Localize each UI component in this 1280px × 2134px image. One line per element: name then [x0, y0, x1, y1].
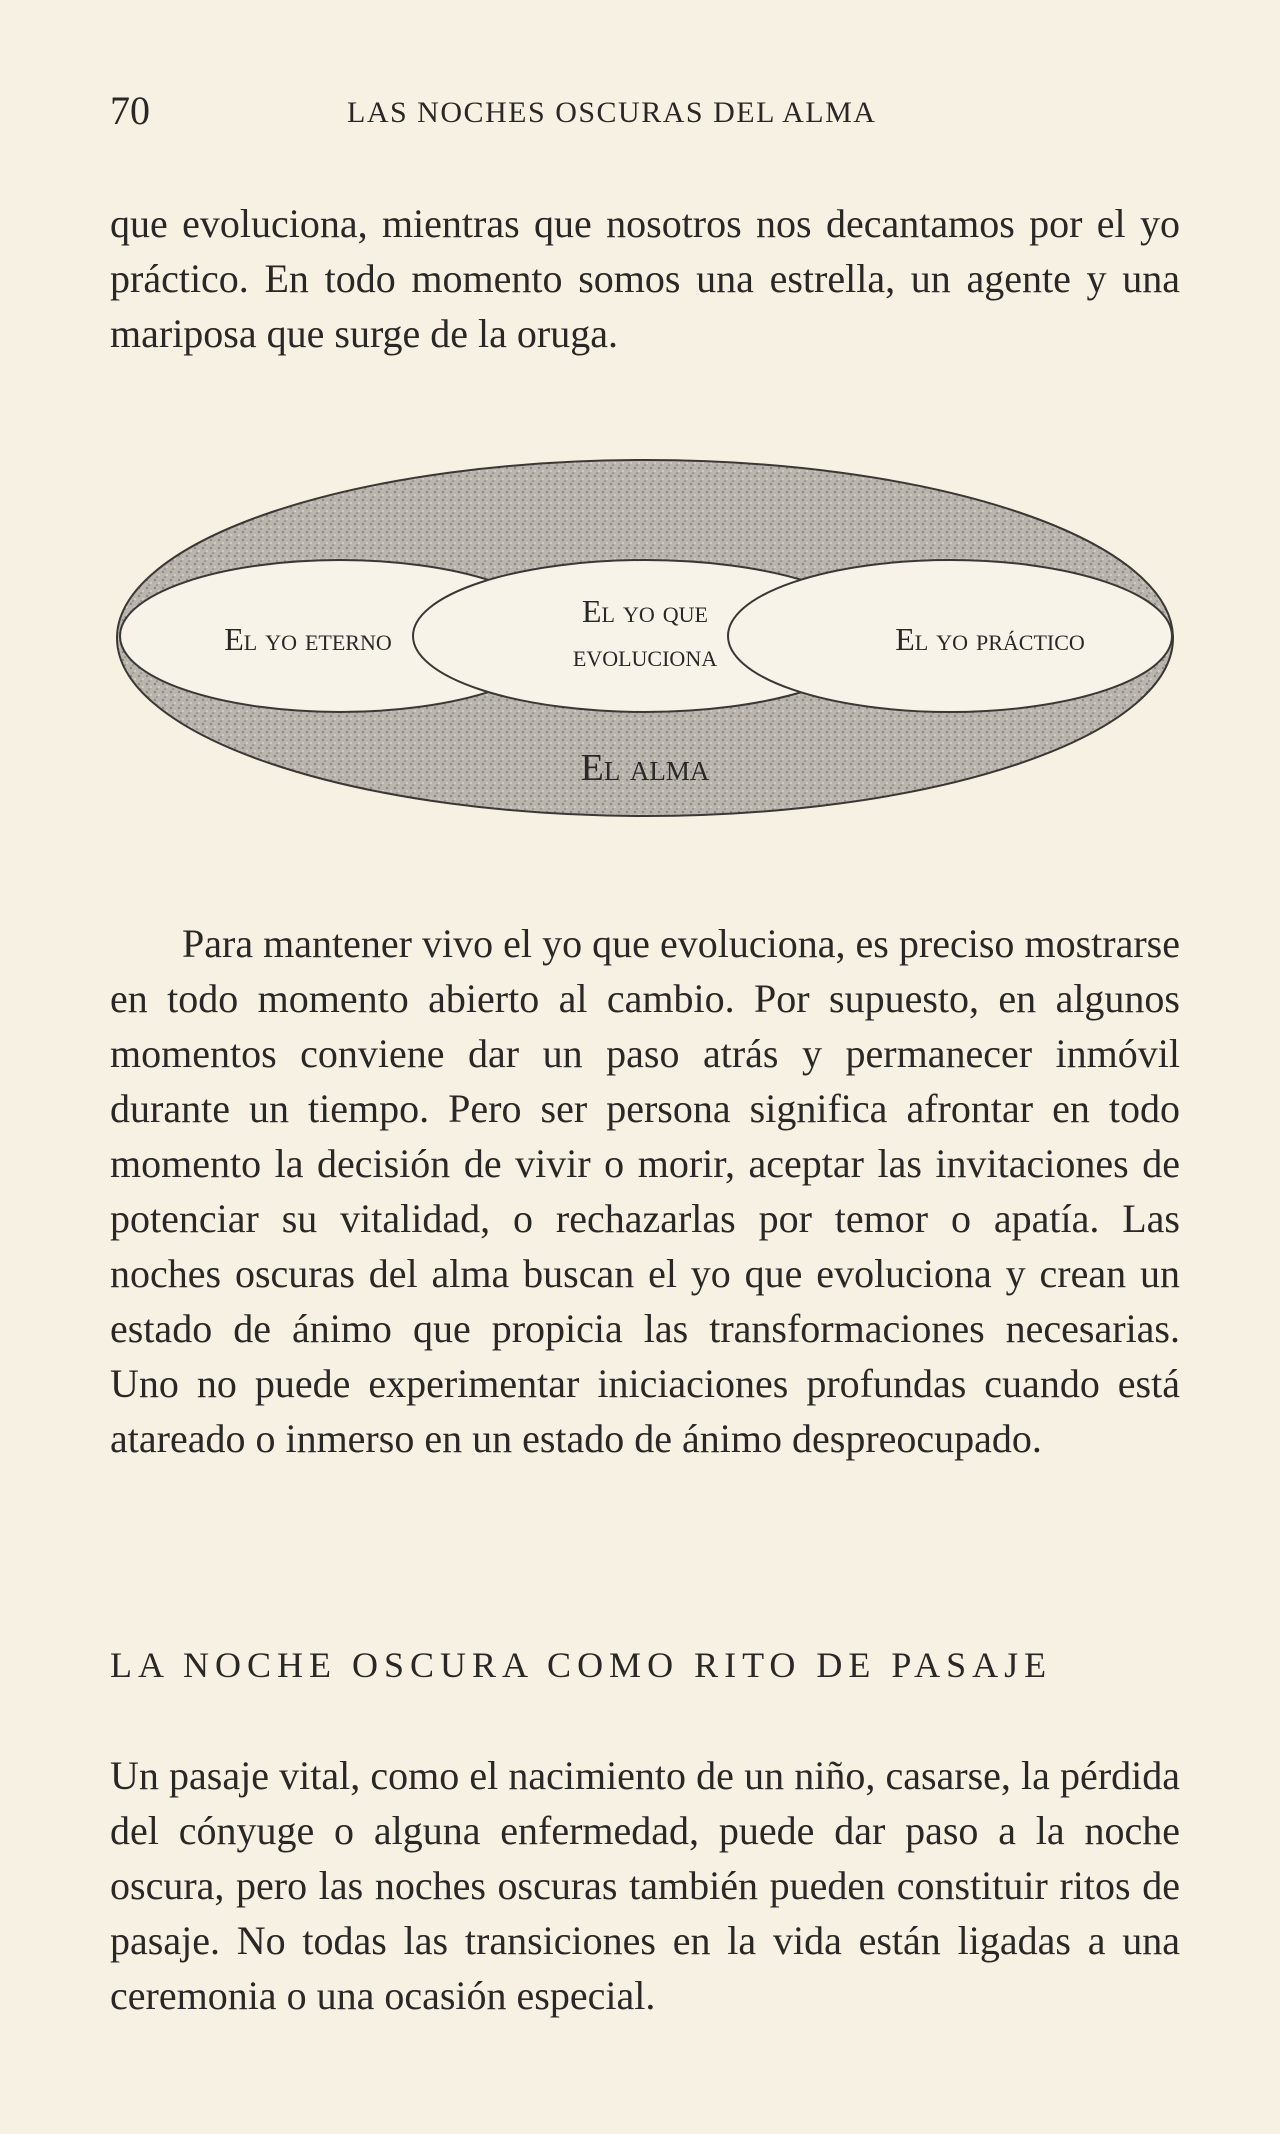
- label-yo-practico: El yo práctico: [895, 621, 1085, 657]
- paragraph-2: Para mantener vivo el yo que evoluciona, es preciso mostrarse en todo momento abierto al cambio. Por supuesto, en algunos momentos conviene dar un paso atrás y permanecer inmóvil durante un tiempo. Pero ser persona significa afrontar en todo momento la decisión de vivir o morir, aceptar las invitaciones de potenciar su vitalidad, o rechazarlas por temor o apatía. Las noches oscuras del alma buscan el yo que evoluciona y crean un estado de ánimo que propicia las transformaciones necesarias. Uno no puede experimentar iniciaciones profundas cuando está atareado o inmerso en un estado de ánimo despreocupado.: [110, 921, 1180, 1461]
- section-title: LA NOCHE OSCURA COMO RITO DE PASAJE: [110, 1645, 1053, 1685]
- page-header: [110, 84, 1180, 138]
- label-evoluciona: evoluciona: [572, 637, 718, 673]
- paragraph-1: que evoluciona, mientras que nosotros nos decantamos por el yo práctico. En todo momento somos una estrella, un agente y una mariposa que surge de la oruga.: [110, 201, 1180, 356]
- label-yo-eterno: El yo eterno: [224, 621, 392, 657]
- paragraph-3: Un pasaje vital, como el nacimiento de un niño, casarse, la pérdida del cónyuge o alguna enfermedad, puede dar paso a la noche oscura, pero las noches oscuras también pueden constituir ritos de pasaje. No todas las transiciones en la vida están ligadas a una ceremonia o una ocasión especial.: [110, 1753, 1180, 2018]
- soul-diagram: [105, 450, 1185, 830]
- label-yo-que: El yo que: [582, 593, 708, 629]
- label-el-alma: El alma: [580, 747, 710, 789]
- soul-diagram-svg: [105, 450, 1185, 830]
- running-head: LAS NOCHES OSCURAS DEL ALMA: [347, 96, 877, 129]
- page-number: 70: [110, 88, 150, 133]
